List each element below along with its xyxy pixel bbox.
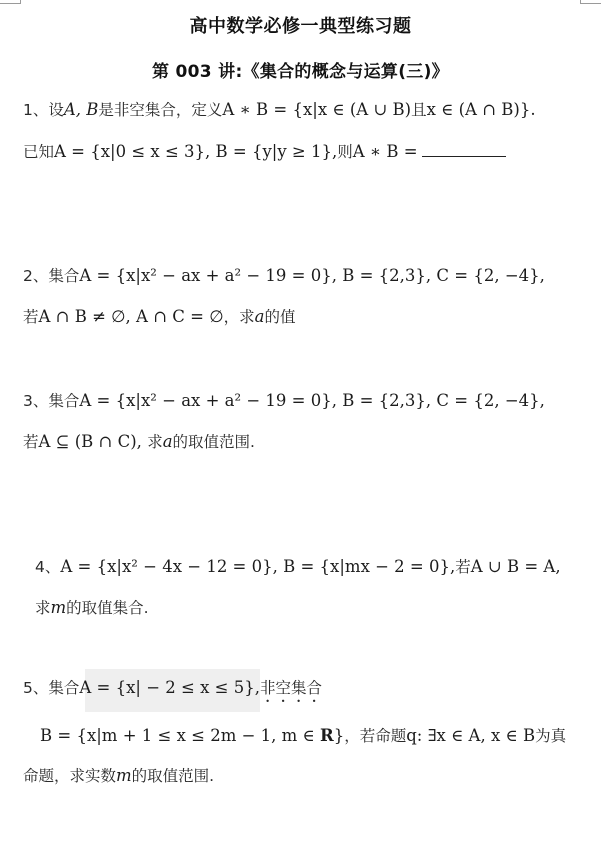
document-title: 高中数学必修一典型练习题 — [189, 16, 412, 37]
emphasized-text: 非空集合 — [259, 679, 322, 697]
question-4-line-2: 求m的取值集合. — [35, 598, 149, 617]
question-5-line-2: B = {x|m + 1 ≤ x ≤ 2m − 1, m ∈ R}，若命题q: ∃x ∈ A, x ∈ B为真 — [40, 726, 567, 745]
question-5-line-3: 命题，求实数m的取值范围. — [23, 766, 215, 785]
question-2-line-1: 2、集合A = {x|x² − ax + a² − 19 = 0}, B = {2,3}, C = {2, −4}, — [23, 266, 545, 285]
answer-blank[interactable] — [422, 142, 506, 157]
page-corner-mark-left — [0, 0, 21, 4]
lesson-subtitle: 第 003 讲:《集合的概念与运算(三)》 — [152, 62, 449, 82]
question-2-line-2: 若A ∩ B ≠ ∅, A ∩ C = ∅，求a的值 — [23, 307, 296, 326]
question-3-line-1: 3、集合A = {x|x² − ax + a² − 19 = 0}, B = {2,3}, C = {2, −4}, — [23, 391, 545, 410]
page-corner-mark-right — [580, 0, 601, 4]
question-1-line-1: 1、设A, B是非空集合，定义A ∗ B = {x|x ∈ (A ∪ B)且x ∈ (A ∩ B)}. — [23, 100, 536, 119]
question-5-line-1: 5、集合A = {x| − 2 ≤ x ≤ 5},非空集合 — [23, 678, 322, 697]
question-4-line-1: 4、A = {x|x² − 4x − 12 = 0}, B = {x|mx − 2 = 0},若A ∪ B = A, — [35, 557, 561, 576]
question-1-line-2: 已知A = {x|0 ≤ x ≤ 3}, B = {y|y ≥ 1},则A ∗ B = — [23, 140, 506, 164]
question-3-line-2: 若A ⊆ (B ∩ C), 求a的取值范围. — [23, 432, 255, 451]
